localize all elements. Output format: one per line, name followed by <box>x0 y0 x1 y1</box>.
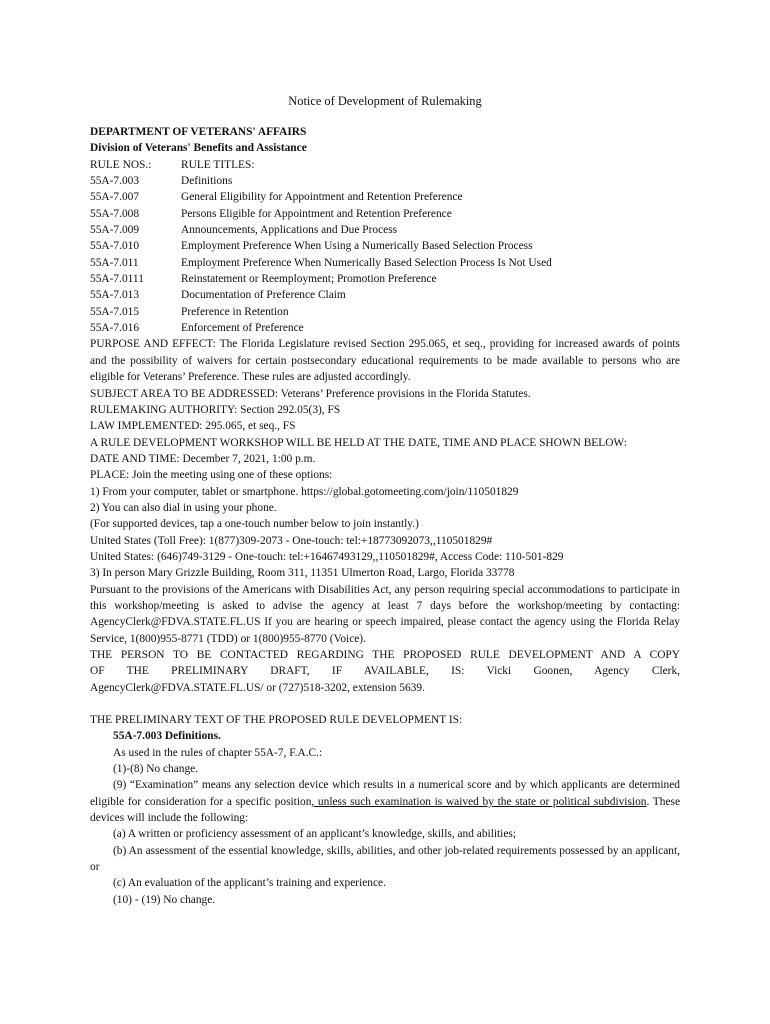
rule-row <box>90 304 680 320</box>
item-9-text-end: . These devices will include the following: <box>90 795 680 825</box>
paragraph-gap <box>90 696 680 712</box>
rule-number: 55A-7.007 <box>90 191 140 204</box>
rule-number: 55A-7.015 <box>90 305 140 318</box>
ada-paragraph: Pursuant to the provisions of the Americans with Disabilities Act, any person requiring special accommodations to participate in this workshop/meeting is asked to advise the agency at least 7 days before the workshop/meeting by contacting: AgencyClerk@FDVA.STATE.FL.US If you are hearing or speech impaired, please contact the agency using the Florida Relay Service, 1(800)955-8771 (TDD) or 1(800)955-8770 (Voice). <box>90 583 680 645</box>
supported-devices-note: (For supported devices, tap a one-touch number below to join instantly.) <box>90 518 419 531</box>
law-implemented: LAW IMPLEMENTED: 295.065, et seq., FS <box>90 420 296 433</box>
rule-number: 55A-7.003 <box>90 175 140 188</box>
as-used-line: As used in the rules of chapter 55A-7, F.A.C.: <box>113 746 323 759</box>
rule-number: 55A-7.008 <box>90 207 140 220</box>
rule-title: Announcements, Applications and Due Process <box>181 224 398 237</box>
rules-header-row <box>90 157 680 173</box>
rule-row <box>90 173 680 189</box>
rule-title: Reinstatement or Reemployment; Promotion Preference <box>181 273 437 286</box>
item-a: (a) A written or proficiency assessment of an applicant’s knowledge, skills, and abilities; <box>113 828 517 841</box>
department-heading: DEPARTMENT OF VETERANS' AFFAIRS <box>90 126 307 138</box>
document-title: Notice of Development of Rulemaking <box>288 94 482 108</box>
rule-number: 55A-7.016 <box>90 322 140 335</box>
division-heading: Division of Veterans' Benefits and Assistance <box>90 142 307 155</box>
rule-row <box>90 255 680 271</box>
meeting-option-in-person: 3) In person Mary Grizzle Building, Room 311, 11351 Ulmerton Road, Largo, Florida 33778 <box>90 567 515 580</box>
item-9-text: (9) “Examination” means any selection device which results in a numerical score and by which applicants are determined eligible for consideration for a specific position <box>90 779 680 808</box>
items-1-8: (1)-(8) No change. <box>113 763 199 776</box>
item-9-underlined-text: , unless such examination is waived by the state or political subdivision <box>311 795 647 808</box>
rule-title: Persons Eligible for Appointment and Retention Preference <box>181 207 452 220</box>
toll-free-number: United States (Toll Free): 1(877)309-2073 - One-touch: tel:+18773092073,,110501829# <box>90 534 493 547</box>
place: PLACE: Join the meeting using one of these options: <box>90 469 333 482</box>
rule-row <box>90 287 680 303</box>
rule-number: 55A-7.013 <box>90 289 140 302</box>
item-9-paragraph <box>90 777 680 826</box>
rule-title: Enforcement of Preference <box>181 322 304 335</box>
rule-title: Employment Preference When Using a Numerically Based Selection Process <box>181 240 533 253</box>
rule-title: Employment Preference When Numerically Based Selection Process Is Not Used <box>181 256 552 269</box>
rule-row <box>90 271 680 287</box>
rule-title: Preference in Retention <box>181 305 289 318</box>
workshop-notice: A RULE DEVELOPMENT WORKSHOP WILL BE HELD AT THE DATE, TIME AND PLACE SHOWN BELOW: <box>90 436 627 449</box>
rule-row <box>90 222 680 238</box>
contact-line-3: AgencyClerk@FDVA.STATE.FL.US/ or (727)518-3202, extension 5639. <box>90 681 425 694</box>
rule-titles-header: RULE TITLES: <box>181 158 255 171</box>
rule-title: Definitions <box>181 175 233 188</box>
subject-area: SUBJECT AREA TO BE ADDRESSED: Veterans’ Preference provisions in the Florida Statutes. <box>90 387 531 400</box>
item-b: (b) An assessment of the essential knowledge, skills, abilities, and other job-related requirements possessed by an applicant, or <box>90 844 680 874</box>
rule-title: Documentation of Preference Claim <box>181 289 346 302</box>
date-time: DATE AND TIME: December 7, 2021, 1:00 p.m. <box>90 452 316 465</box>
rule-number: 55A-7.009 <box>90 224 140 237</box>
rule-number: 55A-7.011 <box>90 256 139 269</box>
contact-line-1: THE PERSON TO BE CONTACTED REGARDING THE PROPOSED RULE DEVELOPMENT AND A COPY <box>90 649 680 661</box>
meeting-option-computer: 1) From your computer, tablet or smartphone. https://global.gotomeeting.com/join/110501829 <box>90 485 519 498</box>
purpose-paragraph: PURPOSE AND EFFECT: The Florida Legislature revised Section 295.065, et seq., providing for increased awards of points and the possibility of waivers for certain postsecondary educational requirements to be made available to persons who are eligible for Veterans’ Preference. These rules are adjusted accordingly. <box>90 338 680 384</box>
rule-row <box>90 206 680 222</box>
rule-number: 55A-7.010 <box>90 240 140 253</box>
items-10-19: (10) - (19) No change. <box>113 893 216 906</box>
rule-number: 55A-7.0111 <box>90 273 144 286</box>
rule-row <box>90 320 680 336</box>
rule-heading: 55A-7.003 Definitions. <box>113 730 221 743</box>
rule-title: General Eligibility for Appointment and Retention Preference <box>181 191 463 204</box>
contact-line-2: OF THE PRELIMINARY DRAFT, IF AVAILABLE, IS: Vicki Goonen, Agency Clerk, <box>90 665 680 678</box>
rule-row <box>90 189 680 205</box>
meeting-option-phone: 2) You can also dial in using your phone. <box>90 501 277 514</box>
rule-row <box>90 238 680 254</box>
us-phone-number: United States: (646)749-3129 - One-touch: tel:+16467493129,,110501829#, Access Code: 110-501-829 <box>90 550 564 563</box>
rulemaking-authority: RULEMAKING AUTHORITY: Section 292.05(3), FS <box>90 403 341 416</box>
rule-nos-header: RULE NOS.: <box>90 158 152 171</box>
item-c: (c) An evaluation of the applicant’s training and experience. <box>113 877 386 890</box>
preliminary-text-heading: THE PRELIMINARY TEXT OF THE PROPOSED RULE DEVELOPMENT IS: <box>90 714 463 727</box>
document-body <box>90 124 680 908</box>
